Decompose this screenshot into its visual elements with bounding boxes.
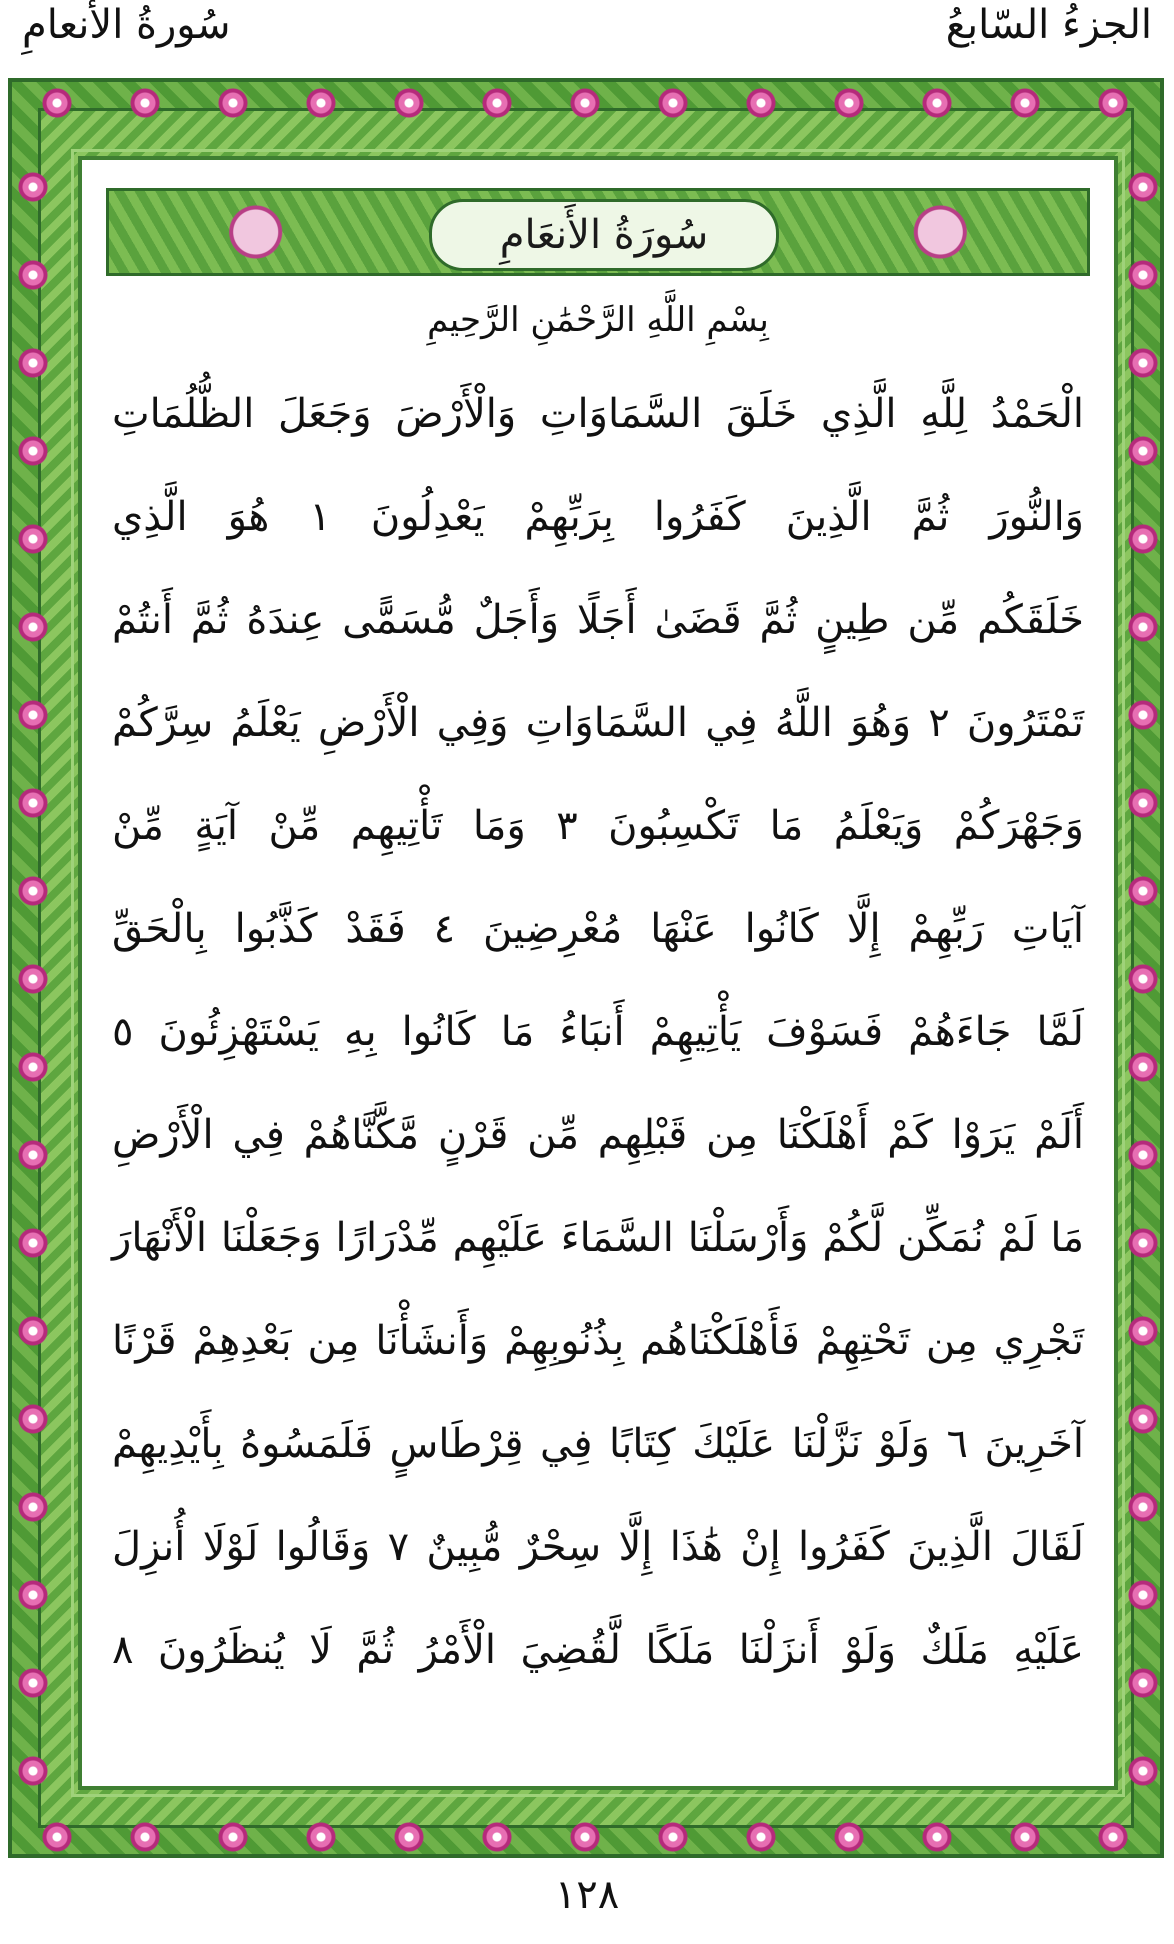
rosette-ornament (18, 1580, 48, 1610)
rosette-ornament (1128, 172, 1158, 202)
verse-line-text: مَا لَمْ نُمَكِّن لَّكُمْ وَأَرْسَلْنَا السَّمَاءَ عَلَيْهِم مِّدْرَارًا وَجَعَلْنَا الْأَنْهَارَ (112, 1214, 1084, 1261)
verse-line-text: الْحَمْدُ لِلَّهِ الَّذِي خَلَقَ السَّمَاوَاتِ وَالْأَرْضَ وَجَعَلَ الظُّلُمَاتِ (112, 390, 1084, 437)
rosette-ornament (570, 88, 600, 118)
rosette-ornament (1128, 1756, 1158, 1786)
rosette-ornament (18, 788, 48, 818)
rosette-ornament (1128, 1580, 1158, 1610)
rosette-ornament (658, 88, 688, 118)
rosette-ornament (1128, 964, 1158, 994)
verse-line (112, 362, 1084, 465)
rosette-ornament (834, 88, 864, 118)
rosette-ornament (18, 1668, 48, 1698)
rosette-ornament (18, 348, 48, 378)
rosette-ornament (1098, 1822, 1128, 1852)
rosette-ornament (1128, 1316, 1158, 1346)
verse-line (112, 1598, 1084, 1701)
verse-line-text: آخَرِينَ ٦ وَلَوْ نَزَّلْنَا عَلَيْكَ كِتَابًا فِي قِرْطَاسٍ فَلَمَسُوهُ بِأَيْدِيهِمْ (112, 1420, 1084, 1467)
rosette-ornament (18, 700, 48, 730)
rosette-ornament (922, 1822, 952, 1852)
verse-line (112, 465, 1084, 568)
surah-header-label: سُورةُ الأنعامِ (22, 2, 231, 48)
juz-label: الجزءُ السّابعُ (945, 2, 1152, 48)
rosette-ornament (1128, 612, 1158, 642)
rosette-ornament (746, 1822, 776, 1852)
rosette-ornament (1128, 1404, 1158, 1434)
rosette-ornament (18, 876, 48, 906)
running-header (0, 0, 1174, 70)
verse-line-text: أَلَمْ يَرَوْا كَمْ أَهْلَكْنَا مِن قَبْلِهِم مِّن قَرْنٍ مَّكَّنَّاهُمْ فِي الْأَرْضِ (112, 1111, 1084, 1158)
verse-line (112, 1083, 1084, 1186)
rosette-ornament (1128, 1668, 1158, 1698)
page-number: ١٢٨ (554, 1872, 620, 1918)
rosette-ornament (18, 172, 48, 202)
rosette-ornament (1128, 260, 1158, 290)
rosette-ornament (482, 1822, 512, 1852)
verse-line-text: تَجْرِي مِن تَحْتِهِمْ فَأَهْلَكْنَاهُم بِذُنُوبِهِمْ وَأَنشَأْنَا مِن بَعْدِهِمْ قَرْنًا (112, 1317, 1084, 1364)
rosette-ornament (1128, 524, 1158, 554)
rosette-ornament (1128, 1140, 1158, 1170)
verse-line-text: تَمْتَرُونَ ٢ وَهُوَ اللَّهُ فِي السَّمَاوَاتِ وَفِي الْأَرْضِ يَعْلَمُ سِرَّكُمْ (112, 699, 1085, 746)
verse-line (112, 774, 1084, 877)
rosette-ornament (18, 260, 48, 290)
verse-line-text: خَلَقَكُم مِّن طِينٍ ثُمَّ قَضَىٰ أَجَلًا وَأَجَلٌ مُّسَمًّى عِندَهُ ثُمَّ أَنتُمْ (112, 596, 1084, 643)
verse-line (112, 568, 1084, 671)
rosette-ornament (218, 88, 248, 118)
verse-line (112, 1289, 1084, 1392)
rosette-ornament (1128, 700, 1158, 730)
rosette-ornament (482, 88, 512, 118)
rosette-ornament (1128, 1492, 1158, 1522)
rosette-ornament (1128, 876, 1158, 906)
verse-line-text: وَالنُّورَ ثُمَّ الَّذِينَ كَفَرُوا بِرَبِّهِمْ يَعْدِلُونَ ١ هُوَ الَّذِي (112, 493, 1084, 540)
verse-line (112, 671, 1084, 774)
rosette-ornament (42, 88, 72, 118)
verse-line (112, 980, 1084, 1083)
rosette-ornament (18, 524, 48, 554)
rosette-ornament (1128, 1228, 1158, 1258)
rosette-ornament (18, 1316, 48, 1346)
rosette-ornament (42, 1822, 72, 1852)
rosette-ornament (570, 1822, 600, 1852)
rosette-ornament (306, 1822, 336, 1852)
verse-line (112, 1186, 1084, 1289)
rosette-ornament (746, 88, 776, 118)
rosette-ornament (218, 1822, 248, 1852)
rosette-ornament (1010, 1822, 1040, 1852)
rosette-ornament (1128, 1052, 1158, 1082)
verse-line (112, 877, 1084, 980)
verse-line-text: عَلَيْهِ مَلَكٌ وَلَوْ أَنزَلْنَا مَلَكًا لَّقُضِيَ الْأَمْرُ ثُمَّ لَا يُنظَرُونَ ٨ (112, 1626, 1084, 1673)
surah-title: سُورَةُ الأَنعَامِ (499, 212, 709, 258)
rosette-ornament (394, 88, 424, 118)
rosette-ornament (18, 1756, 48, 1786)
title-cartouche (429, 199, 779, 271)
rosette-ornament (18, 612, 48, 642)
rosette-ornament (1128, 436, 1158, 466)
rosette-ornament (658, 1822, 688, 1852)
rosette-ornament (18, 436, 48, 466)
rosette-ornament (1010, 88, 1040, 118)
rosette-ornament (1128, 788, 1158, 818)
rosette-ornament (18, 1228, 48, 1258)
rosette-ornament (130, 1822, 160, 1852)
rosette-ornament (834, 1822, 864, 1852)
rosette-ornament (1098, 88, 1128, 118)
rosette-ornament (18, 1404, 48, 1434)
rosette-ornament (306, 88, 336, 118)
verse-line-text: آيَاتِ رَبِّهِمْ إِلَّا كَانُوا عَنْهَا مُعْرِضِينَ ٤ فَقَدْ كَذَّبُوا بِالْحَقِّ (112, 905, 1085, 952)
verse-line-text: لَمَّا جَاءَهُمْ فَسَوْفَ يَأْتِيهِمْ أَنبَاءُ مَا كَانُوا بِهِ يَسْتَهْزِئُونَ ٥ (112, 1008, 1084, 1055)
basmala: بِسْمِ اللَّهِ الرَّحْمَٰنِ الرَّحِيمِ (427, 300, 769, 340)
rosette-ornament (18, 1052, 48, 1082)
rosette-ornament (922, 88, 952, 118)
verse-line-text: وَجَهْرَكُمْ وَيَعْلَمُ مَا تَكْسِبُونَ ٣ وَمَا تَأْتِيهِم مِّنْ آيَةٍ مِّنْ (112, 802, 1084, 849)
rosette-ornament (18, 1492, 48, 1522)
verse-line (112, 1495, 1084, 1598)
rosette-ornament (18, 964, 48, 994)
rosette-ornament (394, 1822, 424, 1852)
verse-line-text: لَقَالَ الَّذِينَ كَفَرُوا إِنْ هَٰذَا إِلَّا سِحْرٌ مُّبِينٌ ٧ وَقَالُوا لَوْلَا أُنزِلَ (112, 1523, 1084, 1570)
text-area (78, 156, 1118, 1790)
verse-lines (112, 362, 1084, 1701)
verse-line (112, 1392, 1084, 1495)
surah-title-banner (106, 188, 1090, 276)
rosette-ornament (18, 1140, 48, 1170)
ornamental-frame (8, 78, 1164, 1858)
rosette-ornament (130, 88, 160, 118)
rosette-ornament (1128, 348, 1158, 378)
